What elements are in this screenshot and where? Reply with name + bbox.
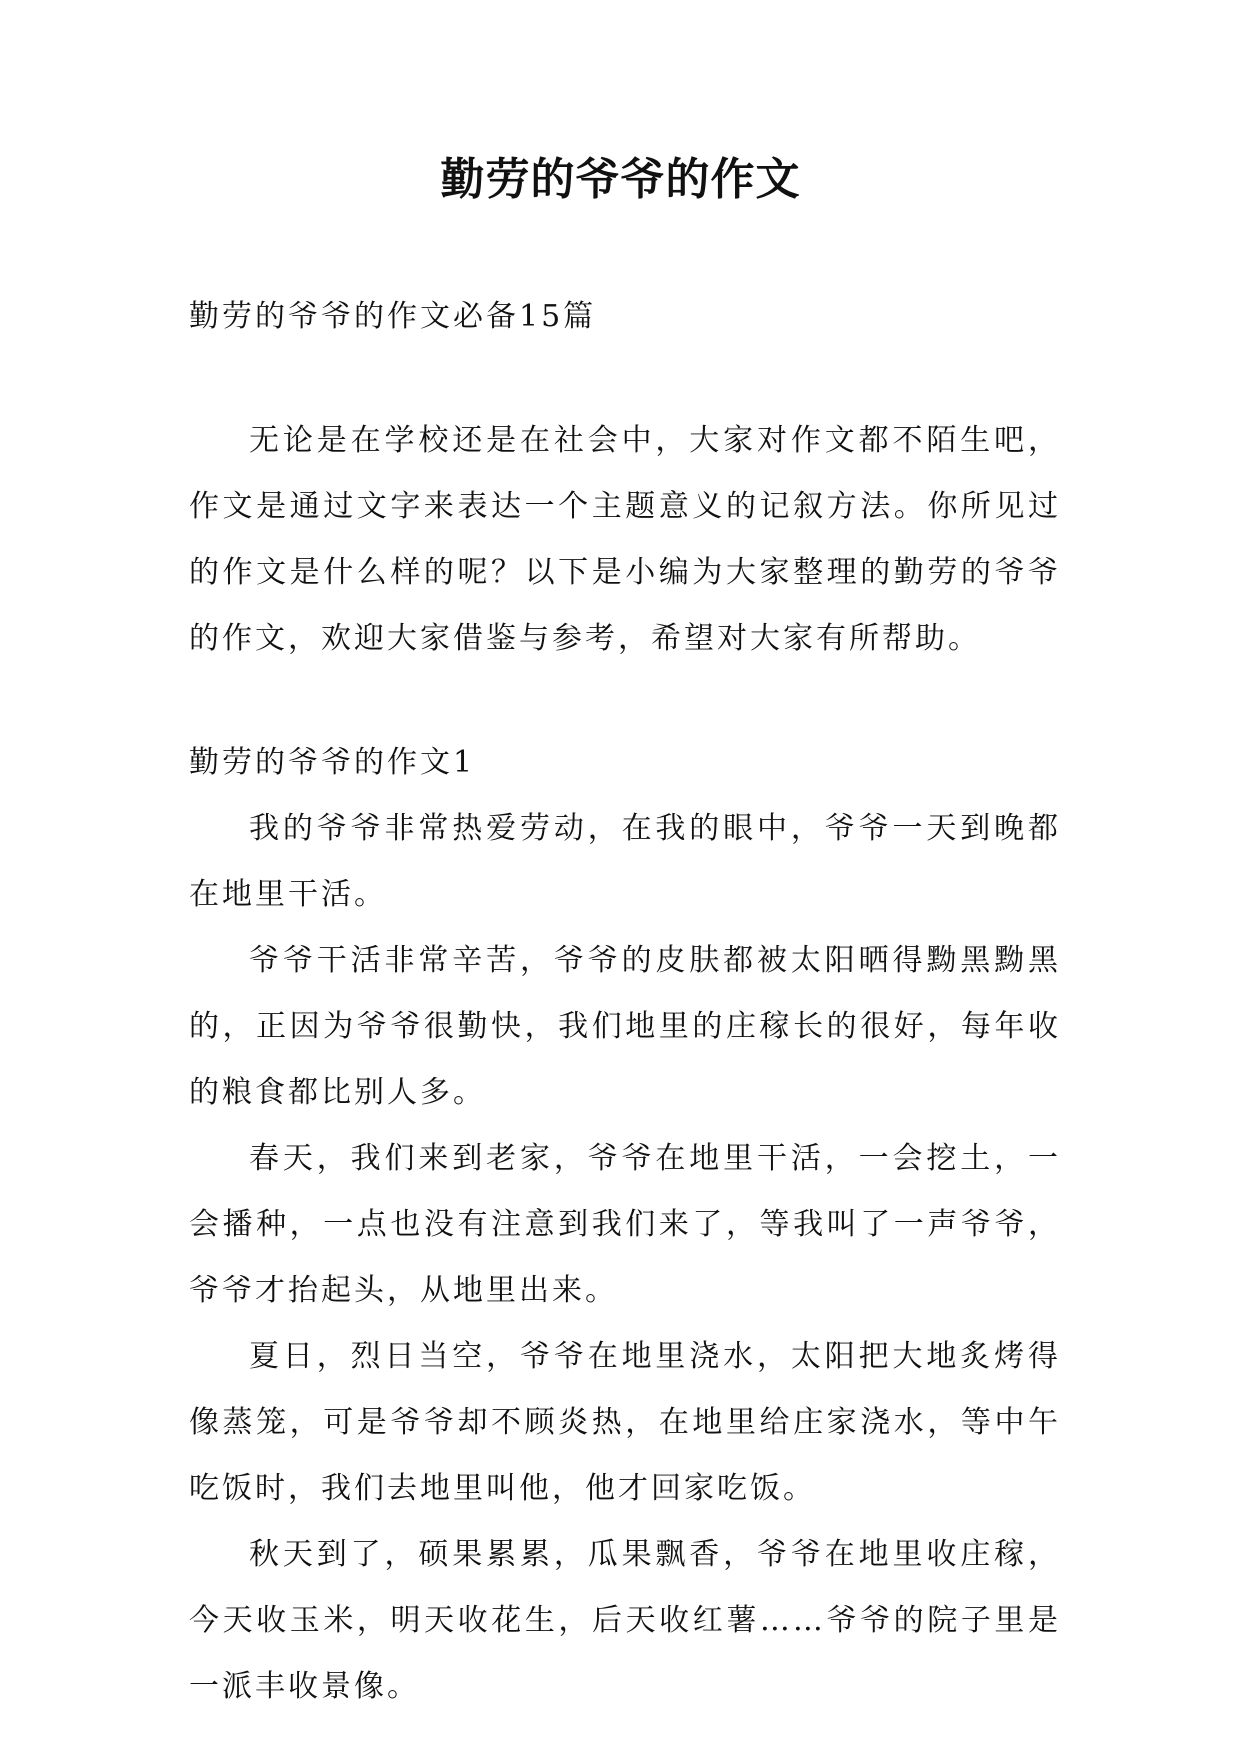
body-paragraph: 夏日，烈日当空，爷爷在地里浇水，太阳把大地炙烤得像蒸笼，可是爷爷却不顾炎热，在地里给庄家浇水，等中午吃饭时，我们去地里叫他，他才回家吃饭。: [189, 1339, 1061, 1506]
section-heading: 勤劳的爷爷的作文1: [189, 745, 476, 780]
body-paragraph: 我的爷爷非常热爱劳动，在我的眼中，爷爷一天到晚都在地里干活。: [189, 811, 1061, 912]
document-body: [189, 284, 1061, 1720]
document-subtitle: 勤劳的爷爷的作文必备15篇: [189, 299, 597, 334]
intro-paragraph: 无论是在学校还是在社会中，大家对作文都不陌生吧，作文是通过文字来表达一个主题意义的记叙方法。你所见过的作文是什么样的呢？以下是小编为大家整理的勤劳的爷爷的作文，欢迎大家借鉴与参考，希望对大家有所帮助。: [189, 423, 1061, 656]
body-paragraph: 秋天到了，硕果累累，瓜果飘香，爷爷在地里收庄稼，今天收玉米，明天收花生，后天收红薯……爷爷的院子里是一派丰收景像。: [189, 1537, 1061, 1704]
body-paragraph: 爷爷干活非常辛苦，爷爷的皮肤都被太阳晒得黝黑黝黑的，正因为爷爷很勤快，我们地里的庄稼长的很好，每年收的粮食都比别人多。: [189, 943, 1061, 1110]
body-paragraph: 春天，我们来到老家，爷爷在地里干活，一会挖土，一会播种，一点也没有注意到我们来了，等我叫了一声爷爷，爷爷才抬起头，从地里出来。: [189, 1141, 1061, 1308]
document-title: 勤劳的爷爷的作文: [440, 154, 801, 205]
